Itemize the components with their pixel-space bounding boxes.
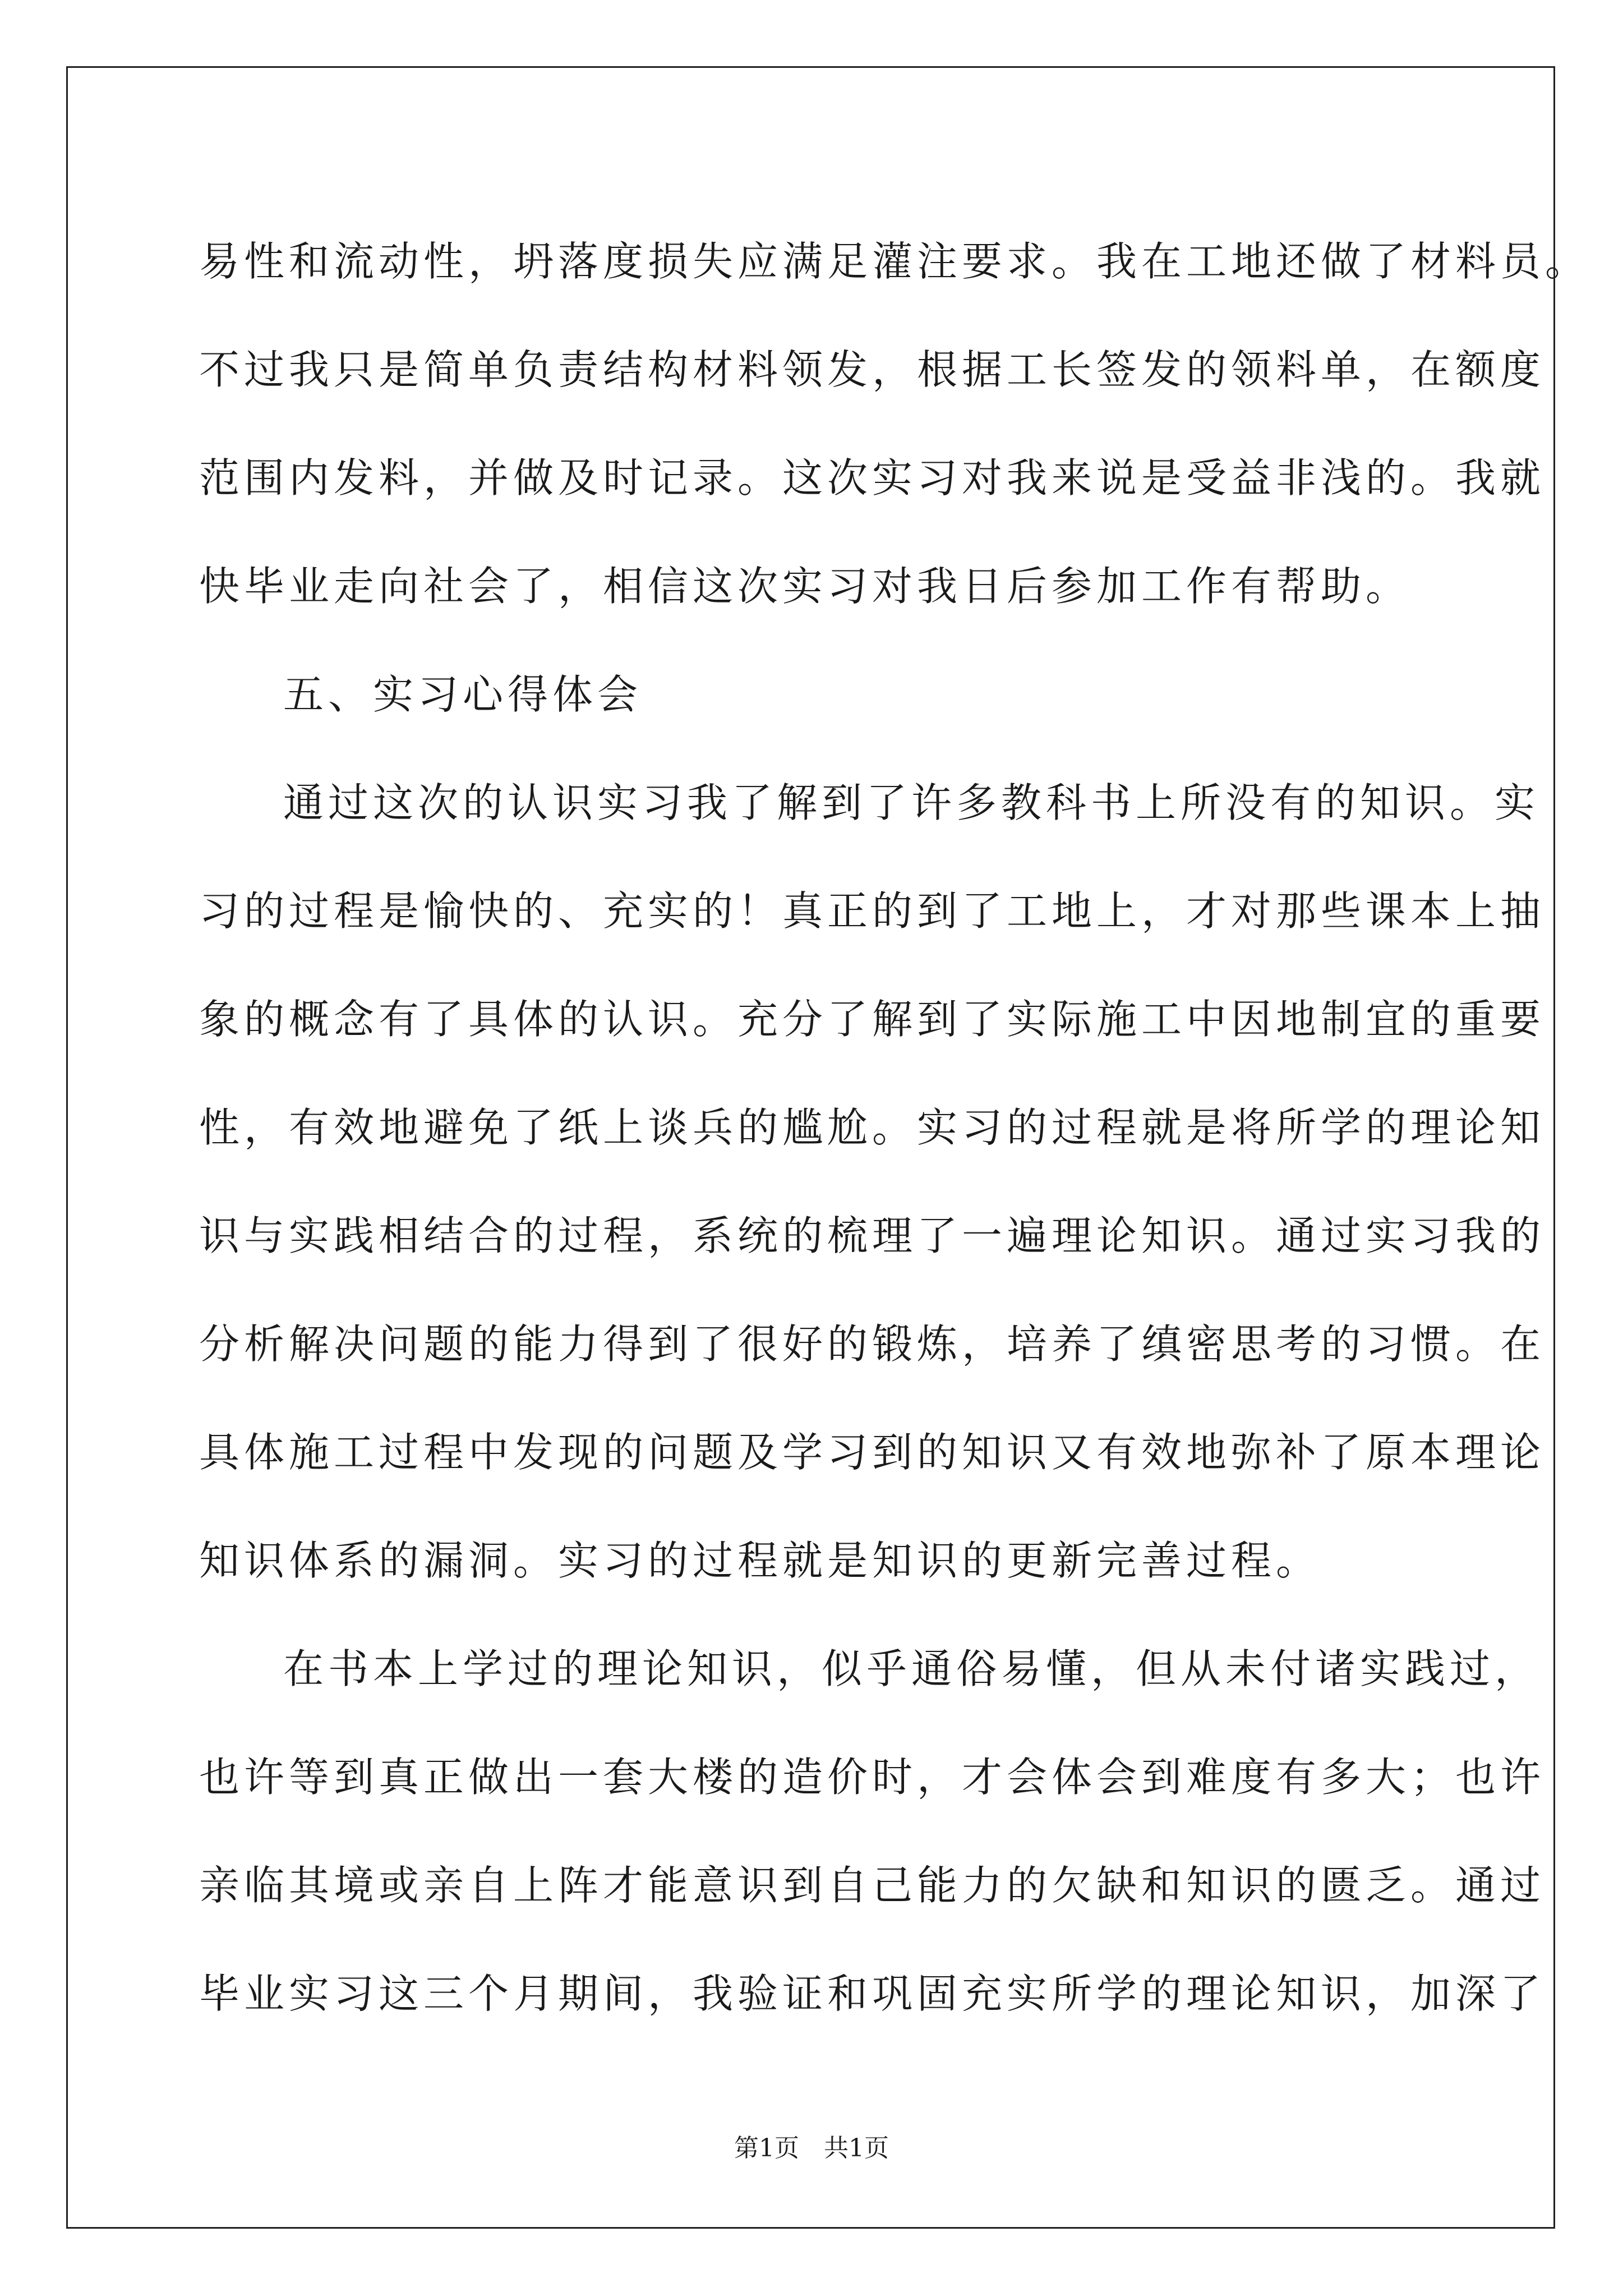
text-line: 通过这次的认识实习我了解到了许多教科书上所没有的知识。实: [283, 779, 1540, 826]
text-line: 毕业实习这三个月期间，我验证和巩固充实所学的理论知识，加深了: [199, 1970, 1546, 2017]
text-line: 识与实践相结合的过程，系统的梳理了一遍理论知识。通过实习我的: [199, 1212, 1546, 1259]
text-line: 知识体系的漏洞。实习的过程就是知识的更新完善过程。: [199, 1537, 1321, 1584]
text-line: 分析解决问题的能力得到了很好的锻炼，培养了缜密思考的习惯。在: [199, 1320, 1546, 1368]
page-number-footer: 第1页 共1页: [734, 2134, 889, 2162]
document-body: [199, 208, 1590, 2048]
text-line: 性，有效地避免了纸上谈兵的尴尬。实习的过程就是将所学的理论知: [199, 1104, 1546, 1151]
text-line: 在书本上学过的理论知识，似乎通俗易懂，但从未付诸实践过，: [283, 1645, 1540, 1692]
section-heading: 五、实习心得体会: [283, 671, 643, 718]
text-line: 范围内发料，并做及时记录。这次实习对我来说是受益非浅的。我就: [199, 454, 1546, 501]
text-line: 不过我只是简单负责结构材料领发，根据工长签发的领料单，在额度: [199, 346, 1546, 393]
text-line: 习的过程是愉快的、充实的！真正的到了工地上，才对那些课本上抽: [199, 887, 1546, 935]
text-line: 具体施工过程中发现的问题及学习到的知识又有效地弥补了原本理论: [199, 1429, 1546, 1476]
text-line: 也许等到真正做出一套大楼的造价时，才会体会到难度有多大；也许: [199, 1754, 1546, 1801]
text-line: 易性和流动性，坍落度损失应满足灌注要求。我在工地还做了材料员。: [199, 238, 1590, 285]
text-line: 象的概念有了具体的认识。充分了解到了实际施工中因地制宜的重要: [199, 996, 1546, 1043]
text-line: 快毕业走向社会了，相信这次实习对我日后参加工作有帮助。: [199, 563, 1411, 610]
text-line: 亲临其境或亲自上阵才能意识到自己能力的欠缺和知识的匮乏。通过: [199, 1862, 1546, 1909]
